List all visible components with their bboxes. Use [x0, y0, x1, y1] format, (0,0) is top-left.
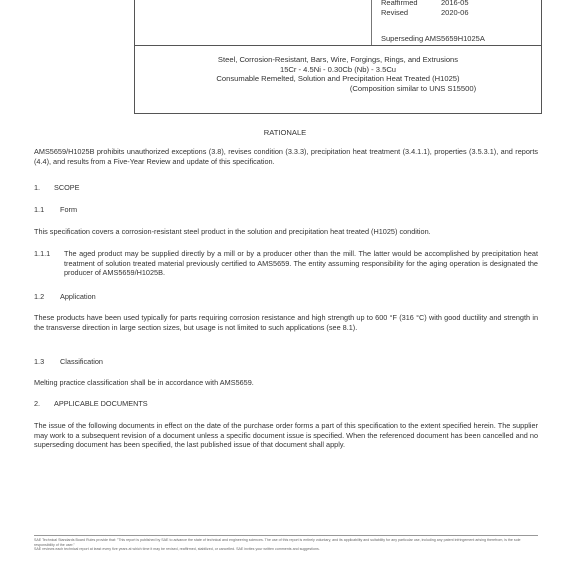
- rationale-heading: RATIONALE: [263, 128, 307, 137]
- title-line-1: Steel, Corrosion-Resistant, Bars, Wire, Forgings, Rings, and Extrusions: [217, 55, 459, 64]
- footer-notice: [34, 538, 538, 552]
- section-1-1-1-number: 1.1.1: [34, 249, 51, 258]
- section-1-2-number: 1.2: [34, 292, 45, 301]
- section-1-3-heading: [34, 357, 103, 366]
- section-1-2-title: Application: [60, 292, 96, 301]
- section-1-1-title: Form: [60, 205, 78, 214]
- section-2-number: 2.: [34, 399, 41, 408]
- rationale-text: AMS5659/H1025B prohibits unauthorized exceptions (3.8), revises condition (3.3.3), precipitation heat treatment (3.4.1.1), properties (3.5.3.1), and reports (4.4), and results from a Five-Year Review and update of this specification.: [34, 147, 538, 166]
- section-1-heading: [34, 183, 80, 192]
- section-1-3-number: 1.3: [34, 357, 45, 366]
- header-dates: [381, 0, 469, 18]
- specification-title-box: [134, 46, 542, 114]
- title-line-2: 15Cr - 4.5Ni - 0.30Cb (Nb) - 3.5Cu: [279, 64, 397, 74]
- reaffirmed-row: [381, 0, 469, 8]
- header-divider: [371, 0, 372, 45]
- revised-value: 2020-06: [441, 8, 469, 17]
- section-1-2-text: These products have been used typically for parts requiring corrosion resistance and high strength up to 600 °F (316 °C) with good ductility and strength in the transverse direction in large section sizes, but usage is not limited to such applications (see 8.1).: [34, 313, 538, 332]
- revised-row: [381, 8, 469, 18]
- section-1-1-text: This specification covers a corrosion-resistant steel product in the solution and precipitation heat treated (H1025) condition.: [34, 227, 431, 236]
- section-1-2-heading: [34, 292, 96, 301]
- footer-line-1: SAE Technical Standards Board Rules provide that: "This report is published by SAE to advance the state of technical and engineering sciences. The use of this report is entirely voluntary, and its applicability and suitability for any particular use, including any patent infringement arising therefrom, is the sole responsibility of the user.": [34, 538, 521, 547]
- header-revision-box: [134, 0, 542, 46]
- section-2-text: The issue of the following documents in effect on the date of the purchase order forms a part of this specification to the extent specified herein. The supplier may work to a subsequent revision of a document unless a specific document issue is specified. When the referenced document has been cancelled and no superseding document has been specified, the last published issue of that document shall apply.: [34, 421, 538, 450]
- revised-label: Revised: [381, 8, 409, 17]
- section-1-3-title: Classification: [60, 357, 103, 366]
- section-2-heading: [34, 399, 148, 408]
- section-1-1-heading: [34, 205, 77, 214]
- section-2-title: APPLICABLE DOCUMENTS: [54, 399, 148, 408]
- section-1-1-number: 1.1: [34, 205, 45, 214]
- section-1-1-1-text: The aged product may be supplied directly by a mill or by a producer other than the mill. The latter would be accomplished by precipitation heat treatment of solution treated material previously certified to AMS5659. The entity assuming responsibility for the aging operation is designated the producer of AMS5659/H1025B.: [64, 249, 538, 278]
- footer-line-2: SAE reviews each technical report at least every five years at which time it may be revised, reaffirmed, stabilized, or cancelled. SAE invites your written comments and suggestions.: [34, 547, 320, 552]
- section-1-number: 1.: [34, 183, 41, 192]
- reaffirmed-label: Reaffirmed: [381, 0, 418, 7]
- reaffirmed-value: 2016-05: [441, 0, 469, 7]
- title-line-3: Consumable Remelted, Solution and Precipitation Heat Treated (H1025): [216, 74, 460, 83]
- title-line-4: (Composition similar to UNS S15500): [349, 83, 477, 93]
- superseding-note: Superseding AMS5659H1025A: [381, 34, 485, 43]
- section-1-3-text: Melting practice classification shall be in accordance with AMS5659.: [34, 378, 254, 387]
- footer-divider: [34, 535, 538, 536]
- section-1-1-1-item: [34, 249, 538, 278]
- section-1-title: SCOPE: [54, 183, 80, 192]
